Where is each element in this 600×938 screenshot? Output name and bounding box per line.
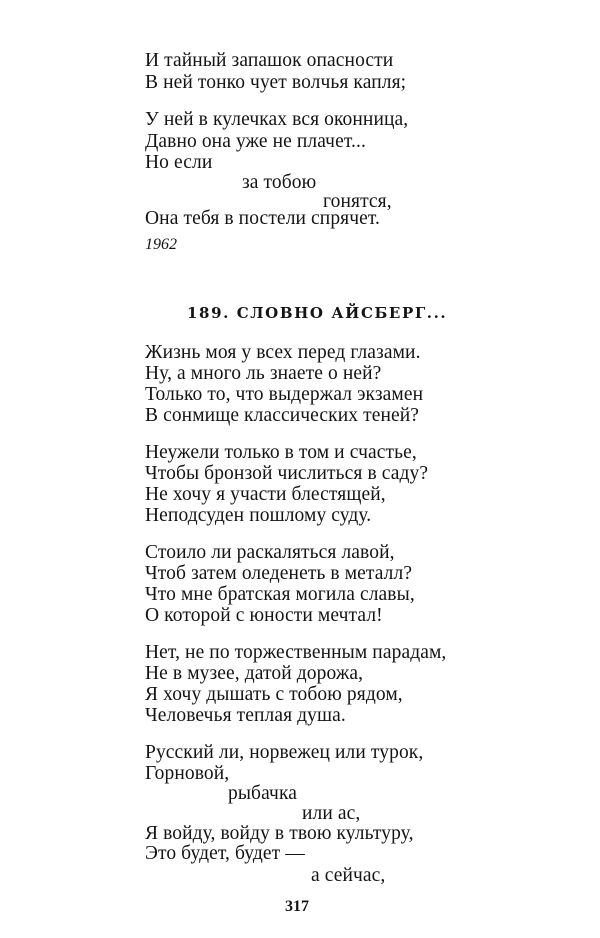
poem-line: за тобою bbox=[242, 172, 317, 193]
poem-line: Только то, что выдержал экзамен bbox=[145, 384, 424, 405]
poem-line: Неужели только в том и счастье, bbox=[145, 442, 417, 463]
poem-line: Я хочу дышать с тобою рядом, bbox=[145, 684, 403, 705]
poem-line: Нет, не по торжественным парадам, bbox=[145, 642, 447, 663]
poem-line: Давно она уже не плачет... bbox=[145, 131, 366, 152]
poem-line: Жизнь моя у всех перед глазами. bbox=[145, 342, 421, 363]
poem-line: И тайный запашок опасности bbox=[145, 50, 394, 71]
poem-line: В сонмище классических теней? bbox=[145, 405, 420, 426]
poem-line: Я войду, войду в твою культуру, bbox=[145, 823, 414, 844]
poem-line: или ас, bbox=[302, 803, 361, 824]
poem-line: Стоило ли раскаляться лавой, bbox=[145, 542, 395, 563]
poem-line: Не хочу я участи блестящей, bbox=[145, 484, 386, 505]
poem-line: Неподсуден пошлому суду. bbox=[145, 505, 372, 526]
poem-line: Но если bbox=[145, 152, 213, 173]
poem-line: Горновой, bbox=[145, 763, 230, 784]
poem-line: О которой с юности мечтал! bbox=[145, 605, 383, 626]
poem-line: Она тебя в постели спрячет. bbox=[145, 208, 381, 229]
poem-line: гонятся, bbox=[323, 191, 392, 212]
page-number: 317 bbox=[285, 898, 309, 915]
poem-line: рыбачка bbox=[228, 783, 297, 804]
poem-line: Это будет, будет — bbox=[145, 843, 305, 864]
poem-line: Русский ли, норвежец или турок, bbox=[145, 742, 424, 763]
poem-line: Ну, а много ль знаете о ней? bbox=[145, 363, 382, 384]
poem-title: 189. СЛОВНО АЙСБЕРГ... bbox=[187, 304, 448, 322]
poem-line: Чтоб затем оледенеть в металл? bbox=[145, 563, 413, 584]
poem-line: Человечья теплая душа. bbox=[145, 705, 346, 726]
poem-line: У ней в кулечках вся оконница, bbox=[145, 109, 409, 130]
poem-line: В ней тонко чует волчья капля; bbox=[145, 72, 407, 93]
poem-line: Не в музее, датой дорожа, bbox=[145, 663, 364, 684]
poem-line: Что мне братская могила славы, bbox=[145, 584, 415, 605]
poem-line: а сейчас, bbox=[311, 865, 386, 886]
poem-date: 1962 bbox=[145, 236, 177, 253]
poem-line: Чтобы бронзой числиться в саду? bbox=[145, 463, 429, 484]
